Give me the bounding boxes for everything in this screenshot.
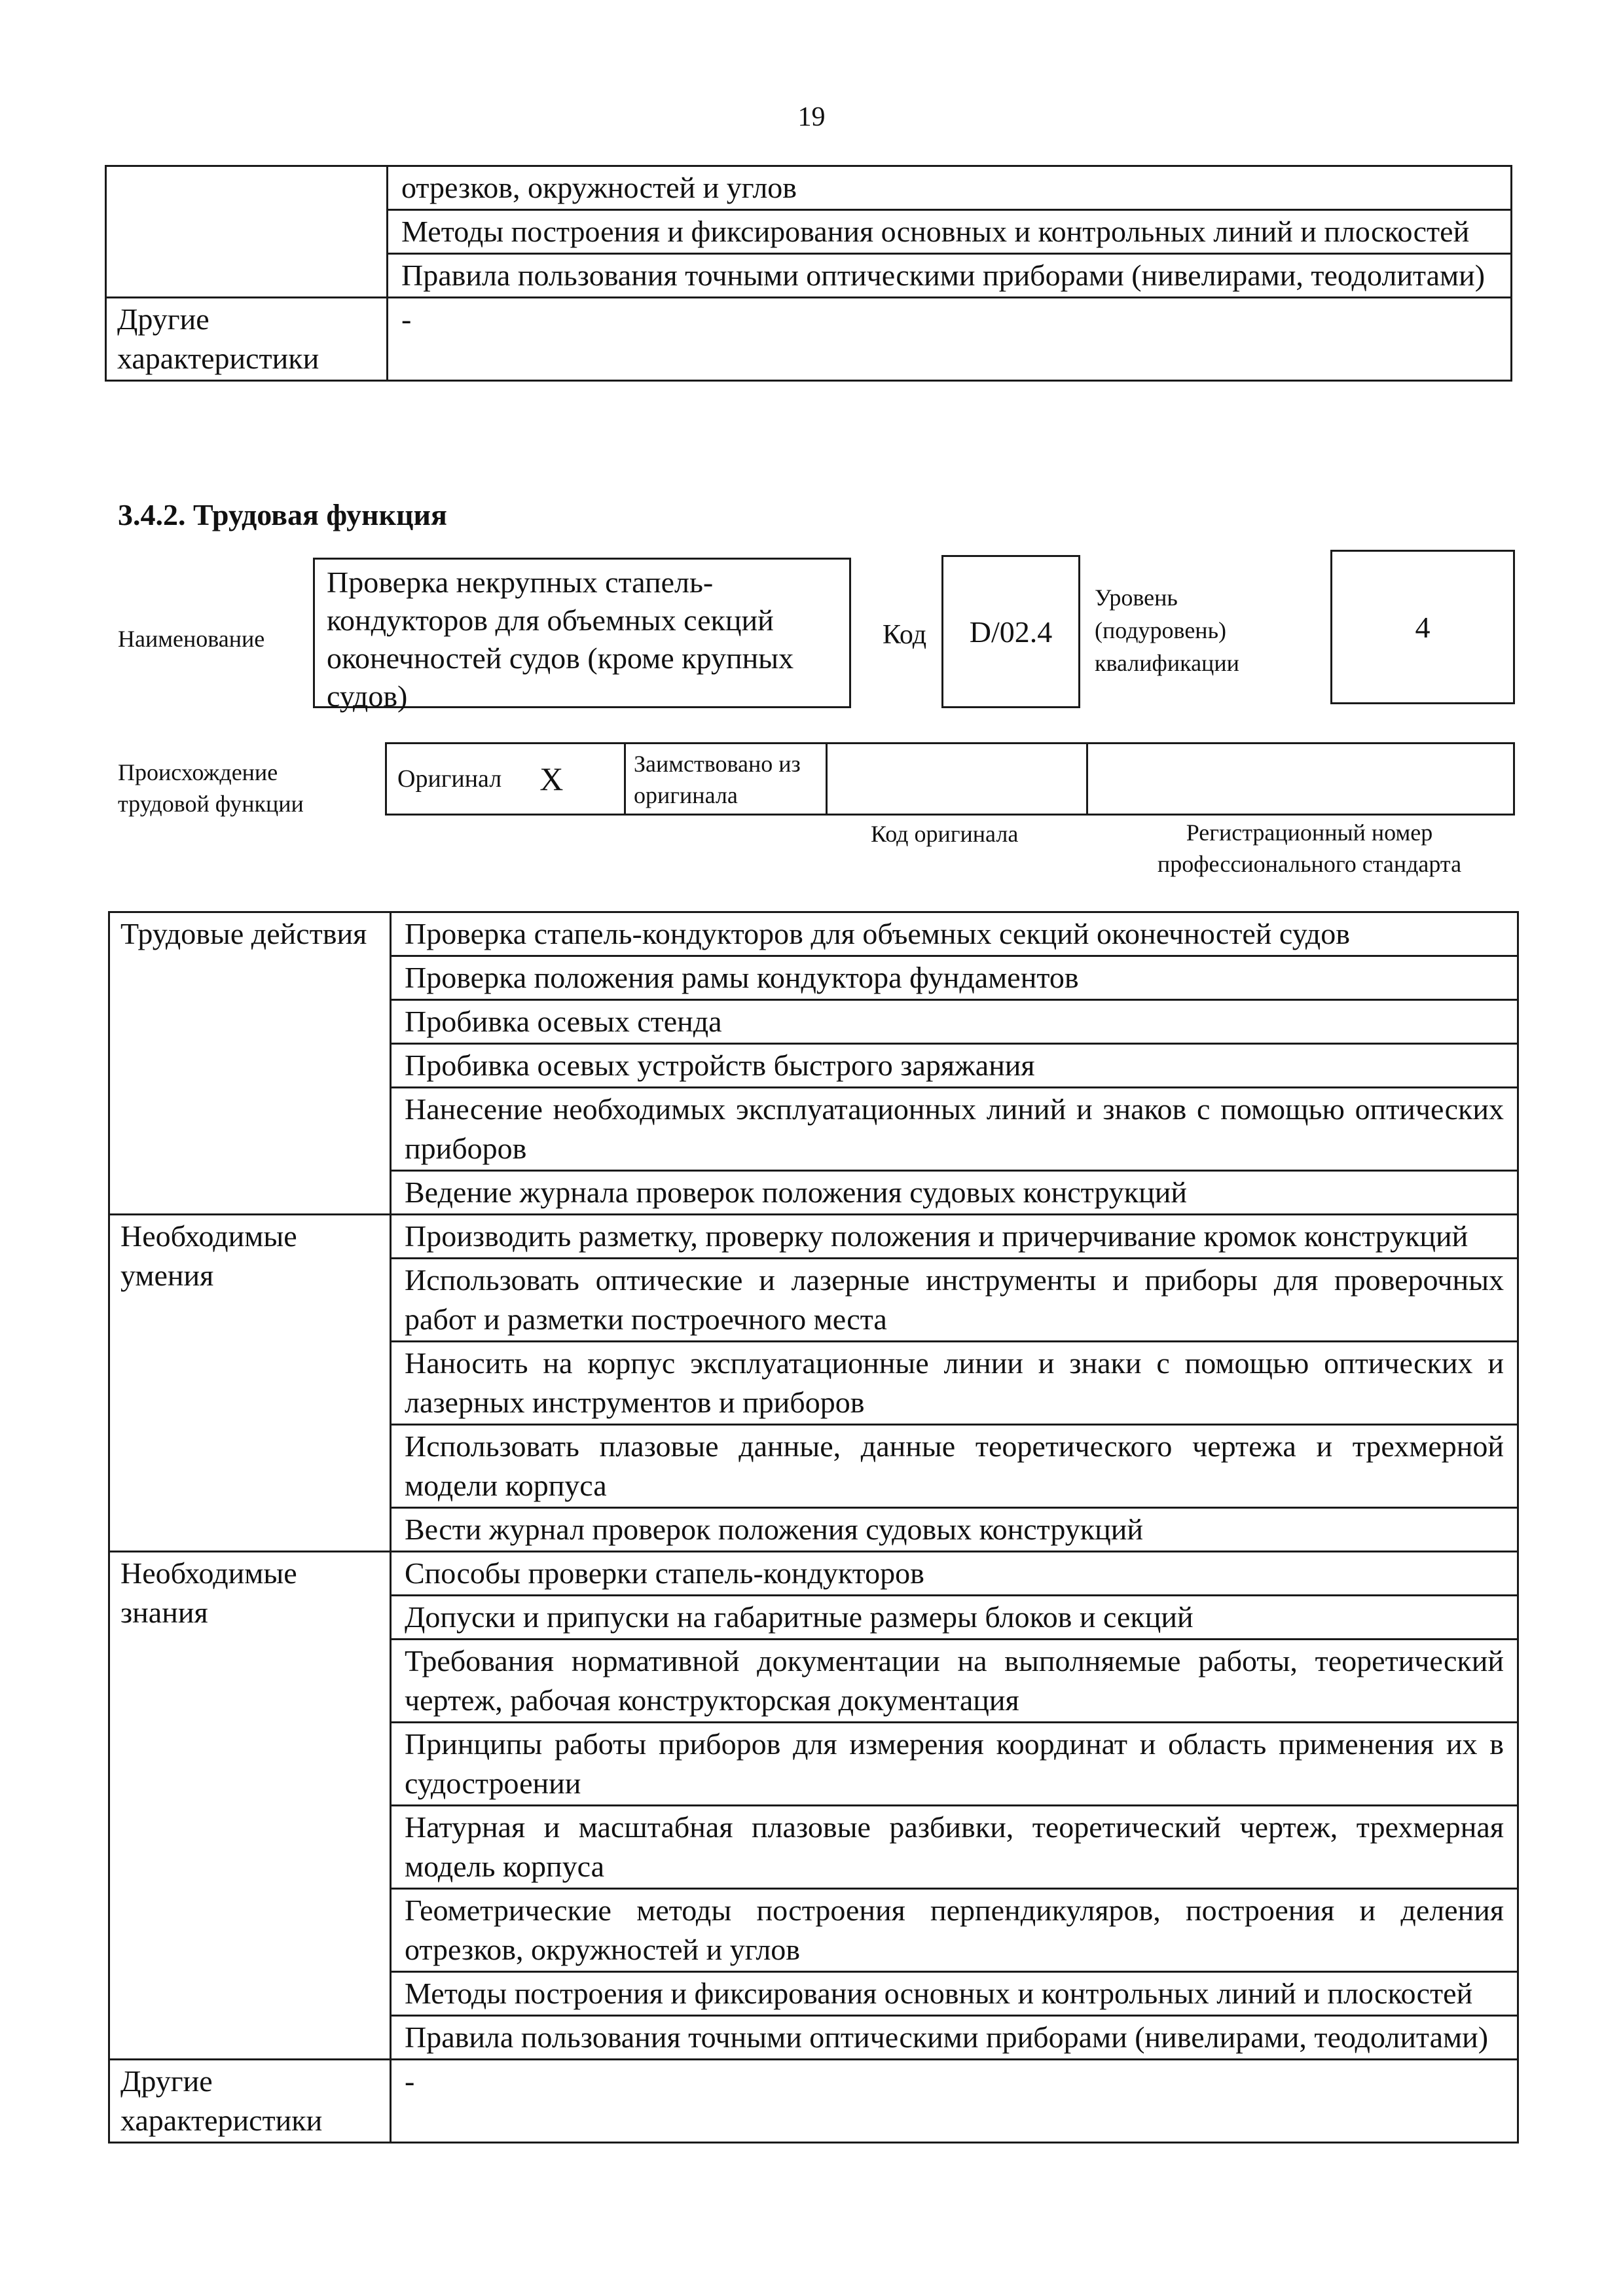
row-item: Натурная и масштабная плазовые разбивки, теоретический чертеж, трехмерная модель корпуса [391, 1806, 1518, 1889]
row-item: Принципы работы приборов для измерения координат и область применения их в судостроении [391, 1723, 1518, 1806]
row-item: Допуски и припуски на габаритные размеры блоков и секций [391, 1596, 1518, 1640]
row-label [106, 166, 388, 298]
row-item: Способы проверки стапель-кондукторов [391, 1552, 1518, 1596]
row-item: Правила пользования точными оптическими приборами (нивелирами, теодолитами) [388, 254, 1512, 298]
row-item: Методы построения и фиксирования основных и контрольных линий и плоскостей [391, 1972, 1518, 2016]
table-row [106, 298, 1512, 381]
borrowed-cell [626, 744, 828, 814]
function-name-value: Проверка некрупных стапель-кондукторов для объемных секций оконечностей судов (кроме крупных судов) [327, 565, 794, 713]
row-label: Трудовые действия [109, 912, 391, 1215]
row-item: Методы построения и фиксирования основных и контрольных линий и плоскостей [388, 210, 1512, 254]
row-item: Вести журнал проверок положения судовых конструкций [391, 1508, 1518, 1552]
row-item: Ведение журнала проверок положения судовых конструкций [391, 1171, 1518, 1215]
row-item: Требования нормативной документации на выполняемые работы, теоретический чертеж, рабочая конструкторская документация [391, 1640, 1518, 1723]
page-number: 19 [797, 102, 826, 132]
origin-code-caption: Код оригинала [871, 821, 1019, 847]
row-item: Проверка стапель-кондукторов для объемных секций оконечностей судов [391, 912, 1518, 956]
row-item: - [391, 2060, 1518, 2143]
name-label: Наименование [118, 626, 265, 652]
row-item: Правила пользования точными оптическими приборами (нивелирами, теодолитами) [391, 2016, 1518, 2060]
main-table [108, 911, 1519, 2144]
table-row [106, 166, 1512, 210]
code-box [941, 555, 1080, 708]
origin-row [385, 742, 1515, 816]
function-name-box [313, 558, 851, 713]
row-label: Другие характеристики [106, 298, 388, 381]
origin-code-cell [828, 744, 1088, 814]
table-row [109, 912, 1518, 956]
code-value: D/02.4 [969, 615, 1053, 649]
reg-number-caption: Регистрационный номер профессионального стандарта [1157, 819, 1462, 877]
row-item: Использовать плазовые данные, данные теоретического чертежа и трехмерной модели корпуса [391, 1425, 1518, 1508]
row-item: Нанесение необходимых эксплуатационных линий и знаков с помощью оптических приборов [391, 1088, 1518, 1171]
row-item: Пробивка осевых стенда [391, 1000, 1518, 1044]
row-item: Производить разметку, проверку положения и причерчивание кромок конструкций [391, 1215, 1518, 1259]
row-label: Необходимые умения [109, 1215, 391, 1552]
row-item: Пробивка осевых устройств быстрого заряжания [391, 1044, 1518, 1088]
row-label: Другие характеристики [109, 2060, 391, 2143]
level-value: 4 [1415, 610, 1431, 644]
row-item: Проверка положения рамы кондуктора фундаментов [391, 956, 1518, 1000]
original-label: Оригинал [397, 765, 502, 793]
code-label: Код [883, 620, 927, 650]
section-title: 3.4.2. Трудовая функция [118, 498, 447, 531]
top-table [105, 165, 1512, 382]
row-item: Геометрические методы построения перпендикуляров, построения и деления отрезков, окружностей и углов [391, 1889, 1518, 1972]
row-label: Необходимые знания [109, 1552, 391, 2060]
row-item: - [388, 298, 1512, 381]
table-row [109, 1552, 1518, 1596]
borrowed-label: Заимствовано из оригинала [634, 751, 801, 808]
level-label: Уровень (подуровень) квалификации [1095, 584, 1239, 676]
main-table-body [109, 912, 1518, 2143]
level-box [1330, 550, 1515, 704]
origin-label: Происхождение трудовой функции [118, 759, 304, 817]
reg-number-cell [1088, 744, 1513, 814]
row-item: Использовать оптические и лазерные инструменты и приборы для проверочных работ и разметки построечного места [391, 1259, 1518, 1342]
table-row [109, 1215, 1518, 1259]
top-table-body [106, 166, 1512, 381]
row-item: Наносить на корпус эксплуатационные линии и знаки с помощью оптических и лазерных инструментов и приборов [391, 1342, 1518, 1425]
original-cell [387, 744, 626, 814]
row-item: отрезков, окружностей и углов [388, 166, 1512, 210]
original-mark: X [539, 761, 564, 797]
table-row [109, 2060, 1518, 2143]
